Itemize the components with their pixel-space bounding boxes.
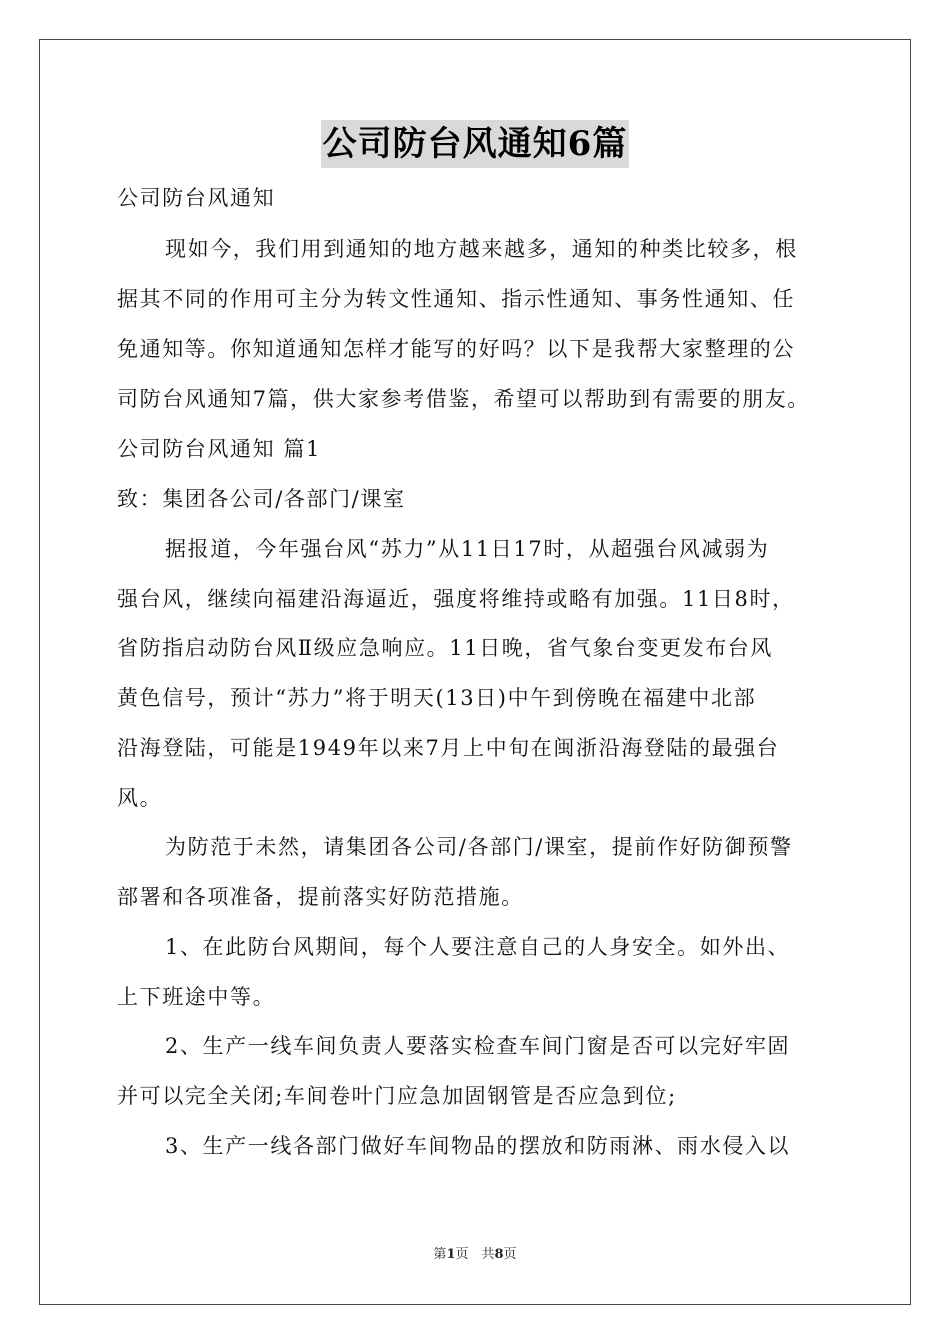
page-border — [39, 39, 911, 1305]
paragraph-line: 免通知等。你知道通知怎样才能写的好吗？以下是我帮大家整理的公 — [117, 337, 795, 361]
paragraph-line: 为防范于未然，请集团各公司/各部门/课室，提前作好防御预警 — [165, 835, 793, 859]
paragraph-line: 司防台风通知7篇，供大家参考借鉴，希望可以帮助到有需要的朋友。 — [117, 387, 810, 411]
paragraph-line: 据其不同的作用可主分为转文性通知、指示性通知、事务性通知、任 — [117, 287, 795, 311]
total-pages-number: 8 — [494, 1247, 504, 1262]
section-heading: 公司防台风通知 篇1 — [117, 437, 322, 461]
current-page-number: 1 — [446, 1247, 456, 1262]
list-item-line: 上下班途中等。 — [117, 985, 276, 1009]
paragraph-line: 强台风，继续向福建沿海逼近，强度将维持或略有加强。11日8时， — [117, 587, 795, 611]
paragraph-line: 据报道，今年强台风“苏力”从11日17时，从超强台风减弱为 — [165, 537, 770, 561]
list-item-line: 2、生产一线车间负责人要落实检查车间门窗是否可以完好牢固 — [165, 1034, 791, 1058]
section-heading: 公司防台风通知 — [117, 186, 276, 210]
paragraph-line: 黄色信号，预计“苏力”将于明天(13日)中午到傍晚在福建中北部 — [117, 686, 757, 710]
paragraph-line: 部署和各项准备，提前落实好防范措施。 — [117, 885, 524, 909]
document-title: 公司防台风通知6篇 — [321, 120, 630, 168]
page-prefix: 第 — [433, 1247, 447, 1262]
page-mid: 页 共 — [455, 1247, 495, 1262]
paragraph-line: 现如今，我们用到通知的地方越来越多，通知的种类比较多，根 — [165, 237, 798, 261]
list-item-line: 1、在此防台风期间，每个人要注意自己的人身安全。如外出、 — [165, 935, 791, 959]
paragraph-line: 沿海登陆，可能是1949年以来7月上中旬在闽浙沿海登陆的最强台 — [117, 736, 780, 760]
recipient-line: 致：集团各公司/各部门/课室 — [117, 487, 406, 511]
page-suffix: 页 — [503, 1247, 517, 1262]
title-container — [0, 120, 950, 168]
paragraph-line: 风。 — [117, 786, 163, 810]
paragraph-line: 省防指启动防台风Ⅱ级应急响应。11日晚，省气象台变更发布台风 — [117, 636, 773, 660]
list-item-line: 并可以完全关闭;车间卷叶门应急加固钢管是否应急到位; — [117, 1084, 677, 1108]
list-item-line: 3、生产一线各部门做好车间物品的摆放和防雨淋、雨水侵入以 — [165, 1134, 791, 1158]
page-footer — [0, 1246, 950, 1264]
